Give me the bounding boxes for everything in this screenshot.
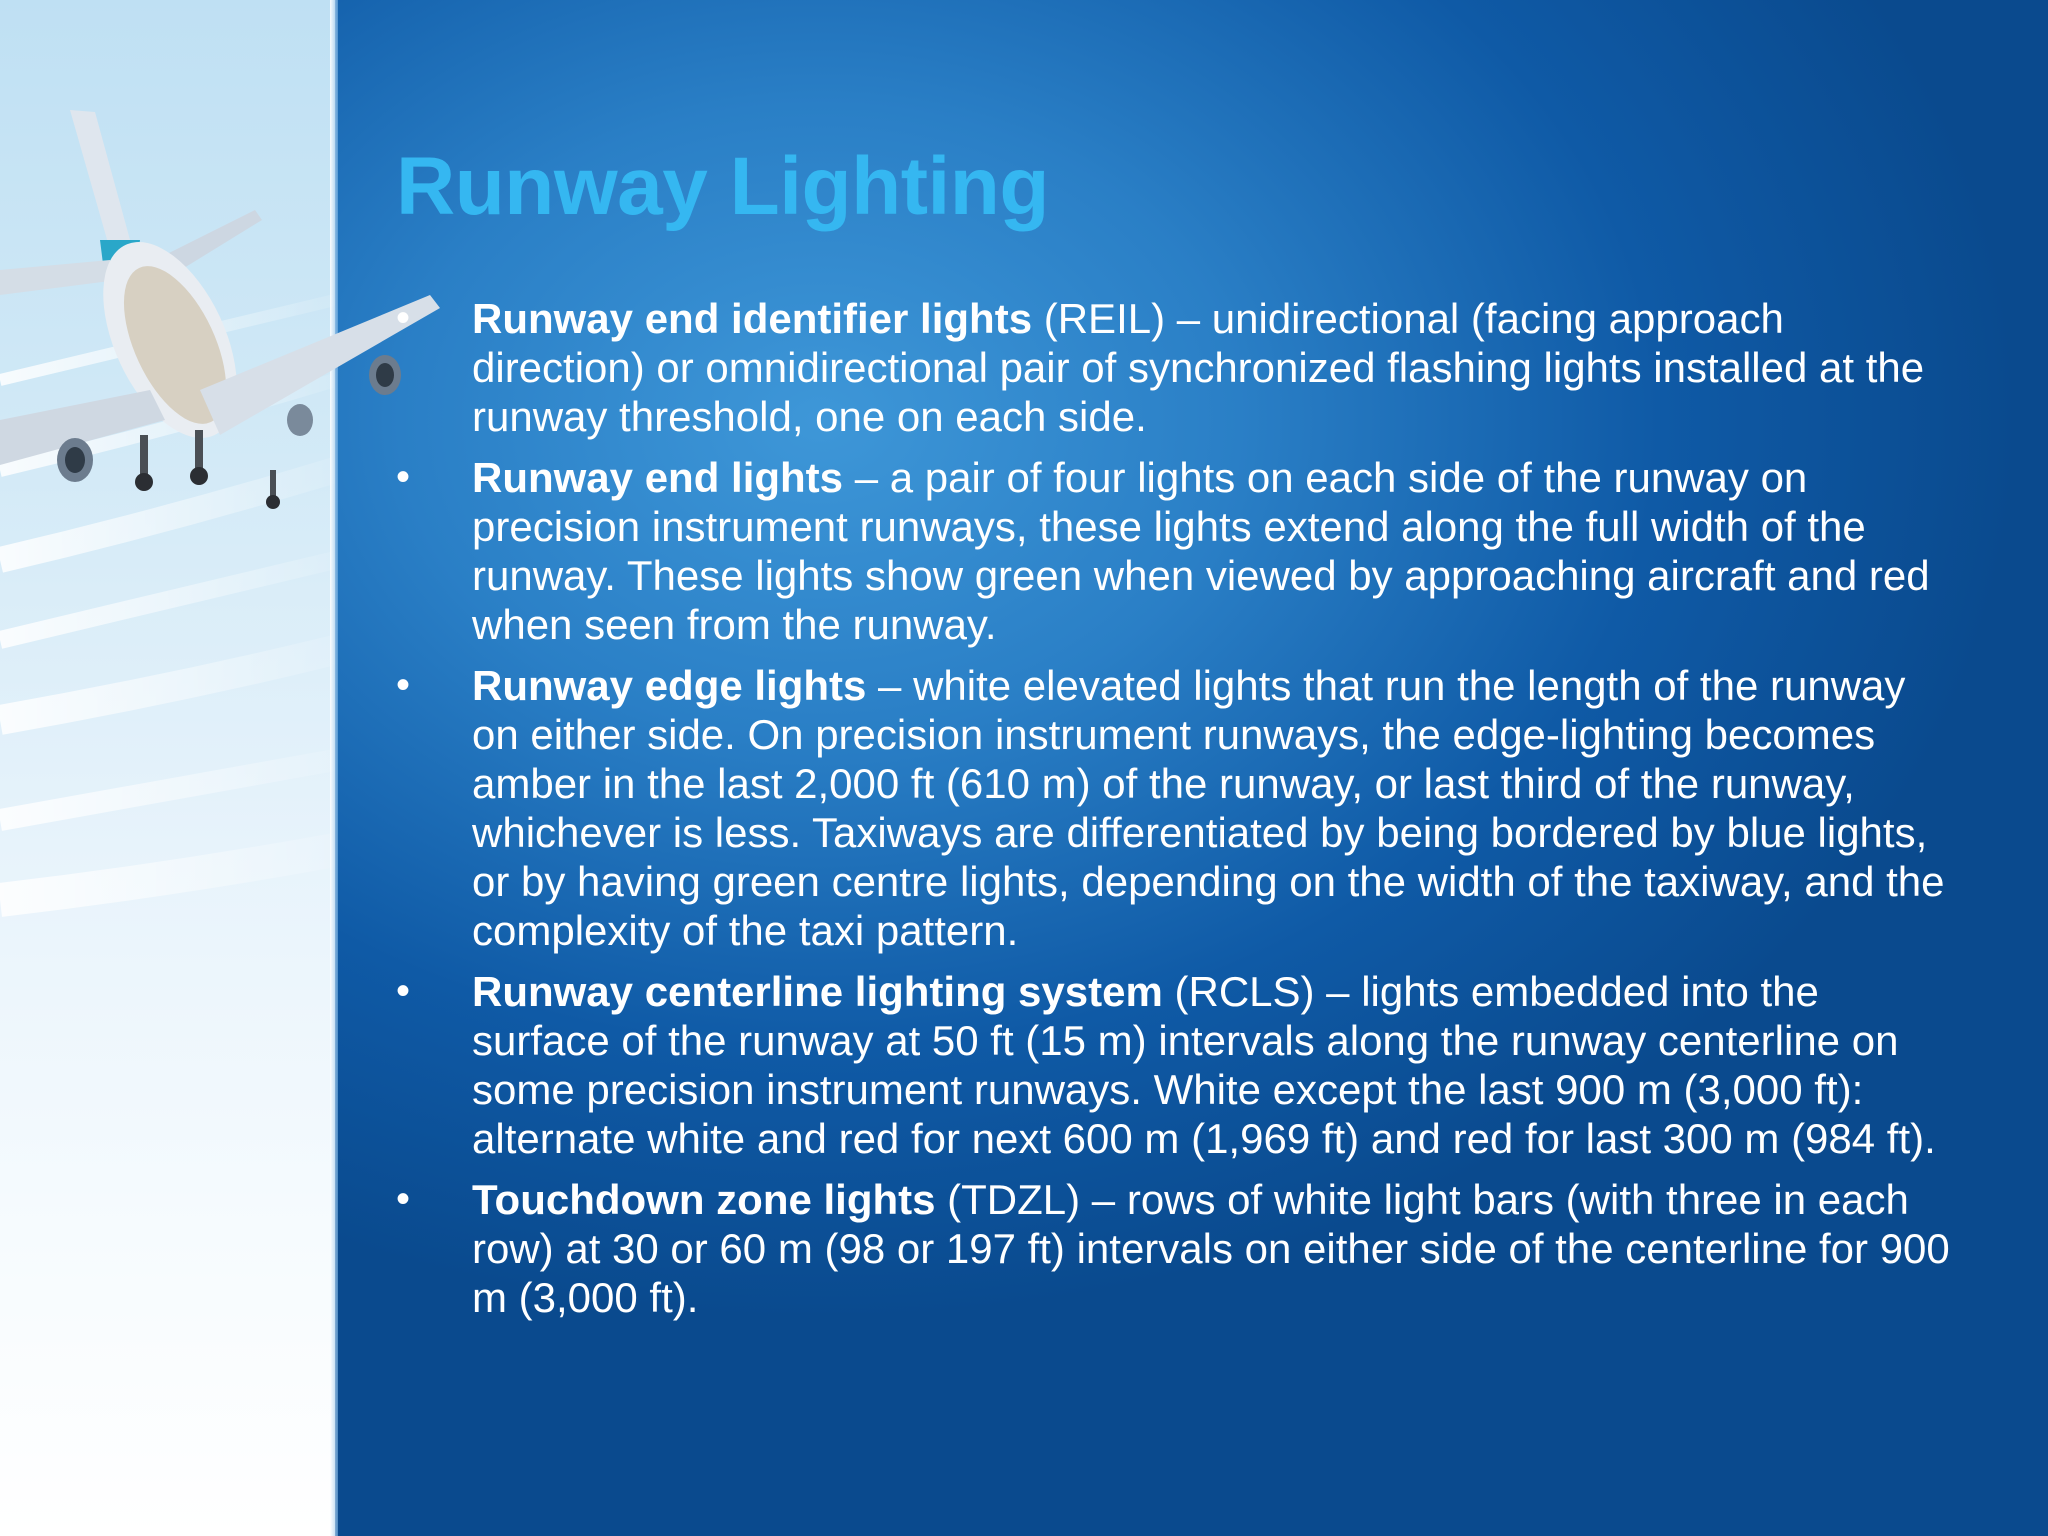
bullet-term: Runway centerline lighting system: [472, 968, 1163, 1015]
bullet-list: [396, 294, 1956, 1334]
bullet-item-tdzl: [396, 1175, 1956, 1322]
bullet-item-runway-end-lights: [396, 453, 1956, 649]
bullet-text: – a pair of four lights on each side of the runway on precision instrument runways, these lights extend along the full width of the runway. These lights show green when viewed by approaching aircraft and red when seen from the runway.: [472, 454, 1930, 648]
bullet-dot-icon: •: [396, 455, 411, 499]
bullet-text: (TDZL) – rows of white light bars (with three in each row) at 30 or 60 m (98 or 197 ft) intervals on either side of the centerline for 900 m (3,000 ft).: [472, 1176, 1950, 1321]
bullet-term: Runway end lights: [472, 454, 844, 501]
bullet-dot-icon: •: [396, 663, 411, 707]
bullet-term: Runway end identifier lights: [472, 295, 1033, 342]
bullet-item-reil: [396, 294, 1956, 441]
bullet-item-runway-edge-lights: [396, 661, 1956, 955]
bullet-text: – white elevated lights that run the length of the runway on either side. On precision instrument runways, the edge-lighting becomes amber in the last 2,000 ft (610 m) of the runway, or last third of the runway, whichever is less. Taxiways are differentiated by being bordered by blue lights, or by having green centre lights, depending on the width of the taxiway, and the complexity of the taxi pattern.: [472, 662, 1945, 954]
slide-title: Runway Lighting: [396, 141, 1049, 232]
bullet-text: (RCLS) – lights embedded into the surface of the runway at 50 ft (15 m) intervals along the runway centerline on some precision instrument runways. White except the last 900 m (3,000 ft): alternate white and red for next 600 m (1,969 ft) and red for last 300 m (984 ft).: [472, 968, 1936, 1162]
bullet-text: (REIL) – unidirectional (facing approach direction) or omnidirectional pair of synchronized flashing lights installed at the runway threshold, one on each side.: [472, 295, 1925, 440]
bullet-dot-icon: •: [396, 1177, 411, 1221]
bullet-term: Runway edge lights: [472, 662, 867, 709]
bullet-item-rcls: [396, 967, 1956, 1163]
bullet-term: Touchdown zone lights: [472, 1176, 936, 1223]
bullet-dot-icon: •: [396, 969, 411, 1013]
bullet-dot-icon: •: [396, 296, 411, 340]
